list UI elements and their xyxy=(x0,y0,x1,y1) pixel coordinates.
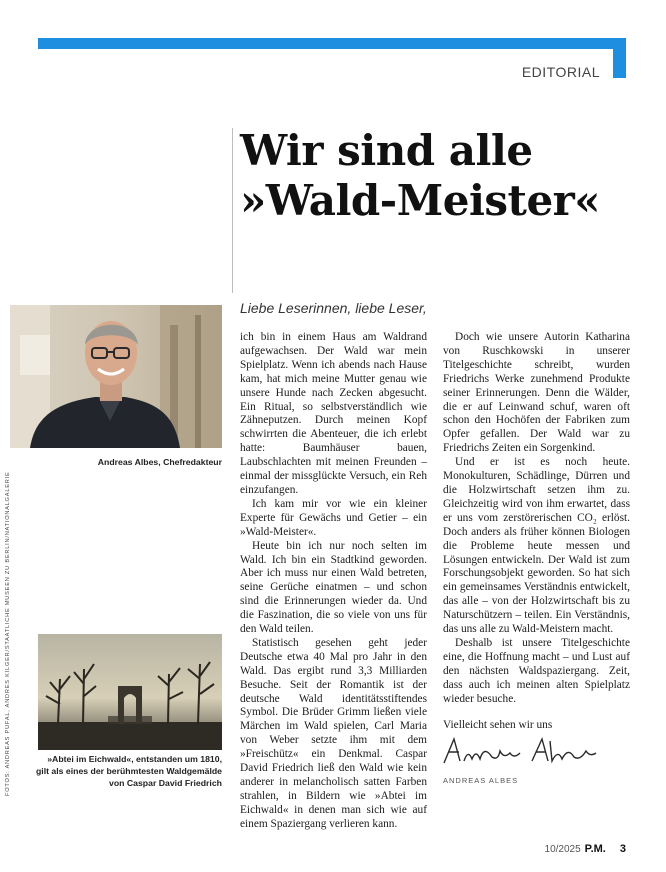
body-paragraph: ich bin in einem Haus am Waldrand aufgewachsen. Der Wald war mein Spielplatz. Wenn ich abends nach Hause kam, hat mich meine Mutter genau wie unsere Hunde nach Zecken abgesucht. Ein Ritual, so selbstverständlich wie Zähneputzen. Durch meinen Kopf schwirrten die Abenteuer, die ich erlebt hatte: Baumhäuser bauen, Laubschlachten mit meinen Freunden – einmal der missglückte Versuch, ein Reh einzufangen. xyxy=(240,331,427,496)
signoff: Vielleicht sehen wir uns xyxy=(443,719,553,732)
page-number: 3 xyxy=(619,843,626,855)
signature-name: ANDREAS ALBES xyxy=(443,776,519,785)
body-paragraph: Heute bin ich nur noch selten im Wald. Ich bin ein Stadtkind geworden. Aber ich muss nur einen Wald betreten, seine Gerüche einatmen – und schon sind die Erinnerungen wieder da. Und die Faszination, die so viele von uns für den Wald teilen. xyxy=(240,539,427,636)
accent-bar-tail xyxy=(613,49,626,78)
painting-caption xyxy=(22,753,222,789)
accent-bar xyxy=(38,38,626,49)
body-paragraph: Doch wie unsere Autorin Katharina von Ruschkowski in unserer Titelgeschichte schreibt, wurden Friedrichs Werke zunehmend Produkte seiner Erinnerungen. Denn die Wälder, die er auf Leinwand schuf, waren oft schon den Hochöfen der Fabriken zum Opfer gefallen. Der Wald war zu Friedrichs Zeiten ein Sorgenkind. xyxy=(443,331,630,455)
magazine-name: P.M. xyxy=(584,843,606,855)
portrait-caption: Andreas Albes, Chefredakteur xyxy=(97,457,222,467)
body-paragraph: Statistisch gesehen geht jeder Deutsche etwa 40 Mal pro Jahr in den Wald. Das ergibt rund 3,3 Milliarden Besuche. Seit der Romantik ist der deutsche Wald identitätsstiftendes Symbol. Die Brüder Grimm ließen viele Märchen im Wald spielen, Carl Maria von Weber setzte ihm mit dem »Freischütz« ein Denkmal. Caspar David Friedrich ließ den Wald wie kein anderer in melancholisch satten Farben strahlen, in Bildern wie »Abtei im Eichwald« in denen man sich wie auf einem Spaziergang verlieren kann. xyxy=(240,636,427,830)
painting-caption-line-1: »Abtei im Eichwald«, entstanden um 1810, xyxy=(47,754,222,764)
headline-divider xyxy=(232,128,233,293)
body-paragraph: Deshalb ist unsere Titelgeschichte eine, die Hoffnung macht – und Lust auf den nächsten Waldspaziergang. Zeit, dass auch ich meinen alten Spielplatz wieder besuche. xyxy=(443,636,630,705)
headline-line-2: »Wald-Meister« xyxy=(240,176,601,225)
headline xyxy=(240,126,640,226)
body-column-2 xyxy=(443,331,630,733)
photo-credits: FOTOS: ANDREAS PUFAL, ANDRES KILGER/STAATLICHE MUSEEN ZU BERLIN/NATIONALGALERIE xyxy=(5,471,11,796)
section-label: EDITORIAL xyxy=(521,64,600,80)
page-footer xyxy=(545,843,626,855)
handwritten-signature xyxy=(440,735,600,767)
salutation: Liebe Leserinnen, liebe Leser, xyxy=(240,300,427,316)
body-column-1 xyxy=(240,331,427,832)
painting-image xyxy=(38,634,222,750)
body-paragraph: Ich kam mir vor wie ein kleiner Experte für Gewächs und Getier – ein »Wald-Meister«. xyxy=(240,497,427,538)
headline-line-1: Wir sind alle xyxy=(240,126,533,175)
painting-caption-line-2: gilt als eines der berühmtesten Waldgemälde xyxy=(35,766,222,776)
body-paragraph: Und er ist es noch heute. Monokulturen, Schädlinge, Dürren und die Holzwirtschaft setzen ihm zu. Gleichzeitig wird von ihm erwartet, dass er uns vom zerstörerischen CO₂ erlöst. Doch anders als früher können Biologen die Probleme heute messen und Lösungen entwickeln. Der Wald ist zum Forschungsobjekt geworden. So hat sich ein gemeinsames Verständnis entwickelt, das alle – von der Holzwirtschaft bis zu Naturschützern – teilen. Ein Verständnis, das uns alle zu Wald-Meistern macht. xyxy=(443,456,630,636)
editor-portrait-photo xyxy=(10,305,222,448)
painting-caption-line-3: von Caspar David Friedrich xyxy=(109,778,222,788)
issue-number: 10/2025 xyxy=(544,844,581,855)
